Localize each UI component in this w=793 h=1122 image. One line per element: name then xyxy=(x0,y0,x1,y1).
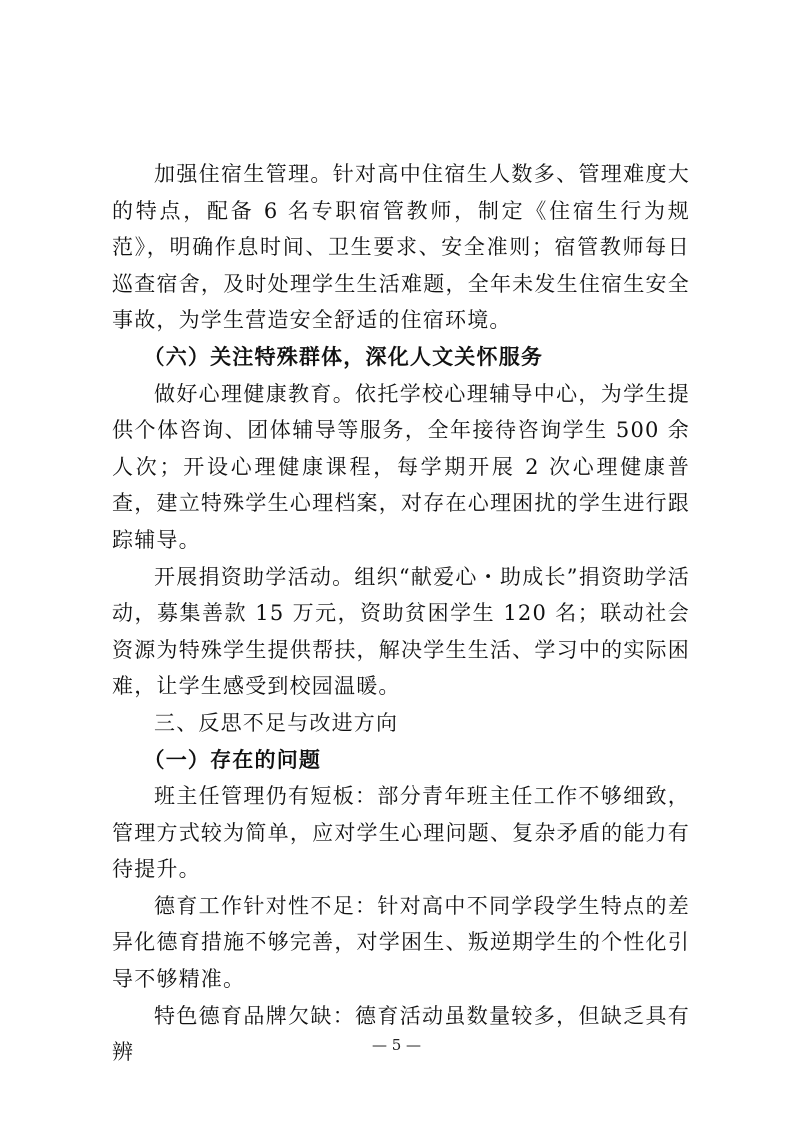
paragraph-mental-health: 做好心理健康教育。依托学校心理辅导中心，为学生提供个体咨询、团体辅导等服务，全年接待咨询学生 500 余人次；开设心理健康课程，每学期开展 2 次心理健康普查，建立特殊学生心理档案，对存在心理困扰的学生进行跟踪辅导。 xyxy=(112,381,690,552)
paragraph-financial-aid: 开展捐资助学活动。组织“献爱心・助成长”捐资助学活动，募集善款 15 万元，资助贫困学生 120 名；联动社会资源为特殊学生提供帮扶，解决学生生活、学习中的实际困难，让学生感受到校园温暖。 xyxy=(112,564,690,699)
chapter-heading-reflection: 三、反思不足与改进方向 xyxy=(154,710,399,735)
paragraph-class-teacher-shortcoming: 班主任管理仍有短板：部分青年班主任工作不够细致，管理方式较为简单，应对学生心理问题、复杂矛盾的能力有待提升。 xyxy=(112,784,690,882)
page-number: — 5 — xyxy=(371,1036,422,1054)
paragraph-dormitory-management: 加强住宿生管理。针对高中住宿生人数多、管理难度大的特点，配备 6 名专职宿管教师，制定《住宿生行为规范》，明确作息时间、卫生要求、安全准则；宿管教师每日巡查宿舍，及时处理学生生活难题，全年未发生住宿生安全事故，为学生营造安全舒适的住宿环境。 xyxy=(112,162,690,333)
section-heading-special-groups: （六）关注特殊群体，深化人文关怀服务 xyxy=(143,343,544,369)
document-body xyxy=(112,156,690,1071)
paragraph-brand-lacking: 特色德育品牌欠缺：德育活动虽数量较多，但缺乏具有辨 xyxy=(112,1003,690,1065)
paragraph-moral-education-targeting: 德育工作针对性不足：针对高中不同学段学生特点的差异化德育措施不够完善，对学困生、叛逆期学生的个性化引导不够精准。 xyxy=(112,893,690,992)
section-heading-existing-problems: （一）存在的问题 xyxy=(143,746,322,772)
